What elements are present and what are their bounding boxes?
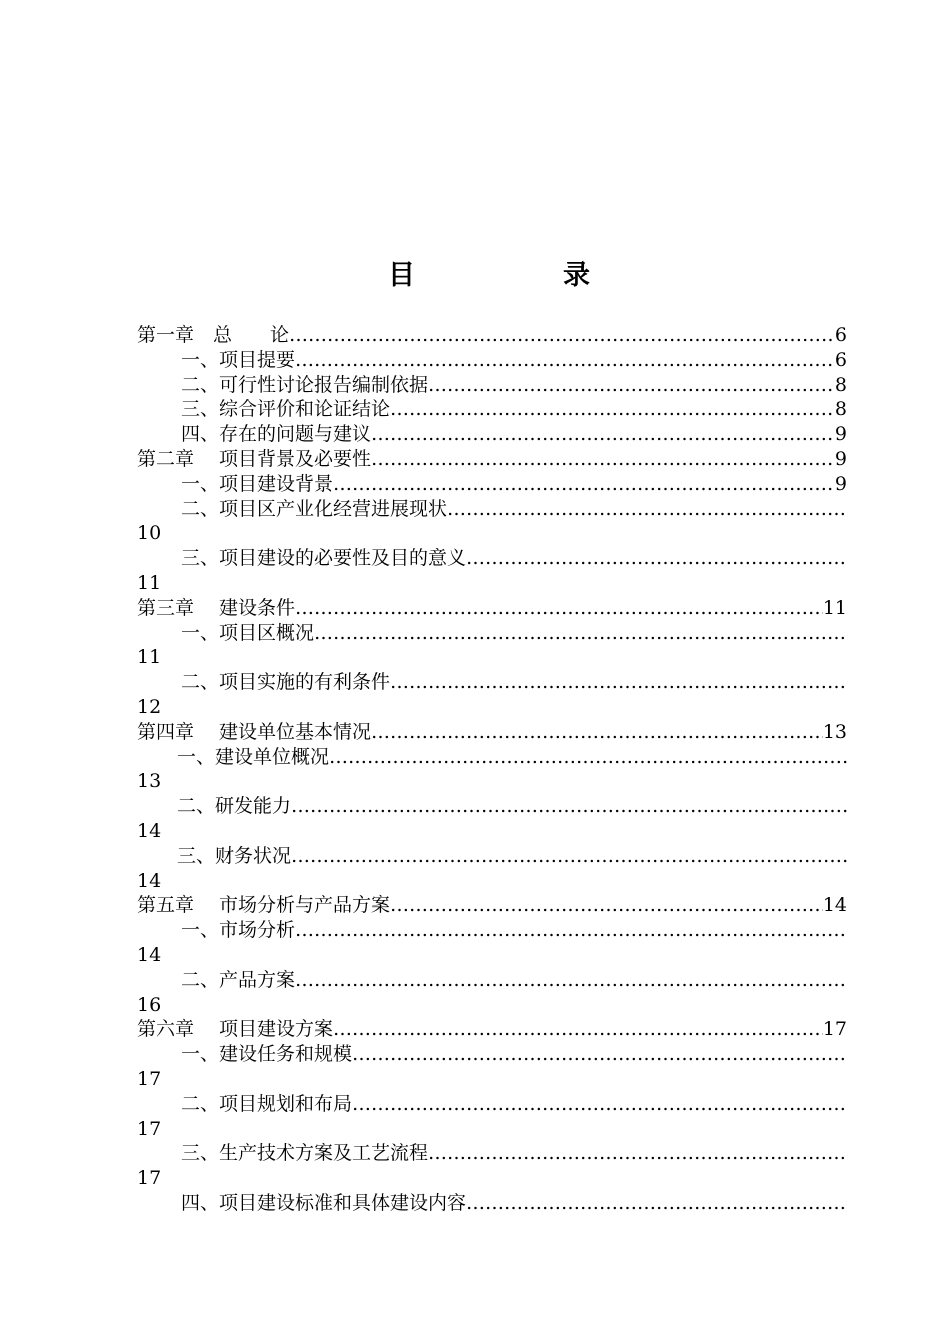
toc-leader-dots <box>333 1017 823 1042</box>
toc-section-1-4[interactable] <box>137 422 847 447</box>
toc-leader-dots <box>390 670 847 695</box>
toc-entry-label: 二、产品方案 <box>181 968 296 991</box>
toc-section-6-4[interactable] <box>137 1191 847 1216</box>
toc-leader-dots <box>291 844 847 869</box>
toc-chapter-5[interactable] <box>137 893 847 918</box>
toc-section-2-2[interactable] <box>137 497 847 522</box>
toc-leader-dots <box>371 720 823 745</box>
toc-section-3-2[interactable] <box>137 670 847 695</box>
toc-entry-label: 三、生产技术方案及工艺流程 <box>181 1142 429 1165</box>
toc-wrapped-page: 17 <box>137 1067 162 1090</box>
toc-entry-label: 二、可行性讨论报告编制依据 <box>181 373 429 396</box>
toc-section-1-1[interactable] <box>137 348 847 373</box>
table-of-contents <box>137 323 847 1216</box>
toc-leader-dots <box>466 546 847 571</box>
toc-leader-dots <box>333 472 835 497</box>
toc-section-6-2[interactable] <box>137 1092 847 1117</box>
toc-entry-label: 第二章 项目背景及必要性 <box>137 447 372 470</box>
toc-entry-label: 第五章 市场分析与产品方案 <box>137 894 391 917</box>
toc-wrapped-page: 14 <box>137 819 162 842</box>
toc-entry-label: 第六章 项目建设方案 <box>137 1018 334 1041</box>
toc-wrapped-page: 14 <box>137 869 162 892</box>
toc-chapter-2[interactable] <box>137 447 847 472</box>
toc-section-6-3[interactable] <box>137 1141 847 1166</box>
page-title <box>0 256 950 296</box>
toc-entry-label: 一、建设单位概况 <box>177 745 330 768</box>
toc-entry-page: 13 <box>822 720 847 743</box>
toc-entry-label: 二、项目实施的有利条件 <box>181 671 391 694</box>
toc-leader-dots <box>352 1092 847 1117</box>
toc-section-6-1[interactable] <box>137 1042 847 1067</box>
toc-leader-dots <box>428 373 835 398</box>
toc-entry-label: 三、综合评价和论证结论 <box>181 398 391 421</box>
toc-leader-dots <box>466 1191 847 1216</box>
toc-section-1-3[interactable] <box>137 397 847 422</box>
toc-leader-dots <box>371 422 835 447</box>
toc-entry-label: 二、研发能力 <box>177 795 292 818</box>
toc-entry-label: 三、项目建设的必要性及目的意义 <box>181 547 467 570</box>
toc-entry-page: 9 <box>834 423 847 446</box>
toc-leader-dots <box>371 447 835 472</box>
toc-leader-dots <box>295 596 823 621</box>
toc-leader-dots <box>390 893 823 918</box>
toc-section-3-1[interactable] <box>137 621 847 646</box>
toc-wrapped-page: 11 <box>137 571 162 594</box>
toc-entry-label: 四、存在的问题与建议 <box>181 423 372 446</box>
toc-entry-label: 一、项目建设背景 <box>181 472 334 495</box>
toc-section-2-3[interactable] <box>137 546 847 571</box>
toc-section-4-3[interactable] <box>137 844 847 869</box>
toc-entry-page: 6 <box>834 348 847 371</box>
toc-entry-page: 9 <box>834 447 847 470</box>
toc-wrapped-page: 12 <box>137 695 162 718</box>
toc-leader-dots <box>329 745 847 770</box>
toc-wrapped-page: 13 <box>137 770 162 793</box>
toc-leader-dots <box>390 397 835 422</box>
toc-section-4-2[interactable] <box>137 794 847 819</box>
toc-entry-label: 三、财务状况 <box>177 844 292 867</box>
toc-chapter-3[interactable] <box>137 596 847 621</box>
toc-chapter-6[interactable] <box>137 1017 847 1042</box>
toc-wrapped-page: 16 <box>137 993 162 1016</box>
toc-entry-label: 一、项目提要 <box>181 348 296 371</box>
toc-leader-dots <box>291 794 847 819</box>
toc-entry-label: 二、项目规划和布局 <box>181 1092 353 1115</box>
toc-leader-dots <box>295 918 847 943</box>
toc-wrapped-page: 14 <box>137 943 162 966</box>
toc-entry-page: 8 <box>834 398 847 421</box>
toc-section-1-2[interactable] <box>137 373 847 398</box>
toc-entry-page: 17 <box>822 1018 847 1041</box>
toc-chapter-4[interactable] <box>137 720 847 745</box>
toc-wrapped-page: 10 <box>137 522 162 545</box>
toc-wrapped-page: 11 <box>137 646 162 669</box>
toc-leader-dots <box>289 323 835 348</box>
toc-chapter-1[interactable] <box>137 323 847 348</box>
toc-entry-label: 一、市场分析 <box>181 919 296 942</box>
toc-leader-dots <box>314 621 847 646</box>
toc-entry-page: 6 <box>834 324 847 346</box>
toc-leader-dots <box>428 1141 847 1166</box>
toc-section-2-1[interactable] <box>137 472 847 497</box>
toc-entry-page: 8 <box>834 373 847 396</box>
toc-entry-label: 一、建设任务和规模 <box>181 1043 353 1066</box>
title-char-1: 目 <box>388 260 415 291</box>
toc-entry-label: 一、项目区概况 <box>181 621 315 644</box>
toc-entry-label: 四、项目建设标准和具体建设内容 <box>181 1191 467 1214</box>
toc-entry-page: 9 <box>834 472 847 495</box>
toc-leader-dots <box>447 497 847 522</box>
toc-entry-page: 11 <box>822 596 847 619</box>
title-char-2: 录 <box>563 260 590 291</box>
toc-entry-label: 第一章 总 论 <box>137 324 290 346</box>
toc-entry-label: 二、项目区产业化经营进展现状 <box>181 497 448 520</box>
toc-entry-page: 14 <box>822 894 847 917</box>
toc-wrapped-page: 17 <box>137 1117 162 1140</box>
toc-entry-label: 第三章 建设条件 <box>137 596 296 619</box>
toc-leader-dots <box>352 1042 847 1067</box>
toc-leader-dots <box>295 348 835 373</box>
toc-entry-label: 第四章 建设单位基本情况 <box>137 720 372 743</box>
toc-section-5-1[interactable] <box>137 918 847 943</box>
toc-section-5-2[interactable] <box>137 968 847 993</box>
toc-wrapped-page: 17 <box>137 1167 162 1190</box>
toc-leader-dots <box>295 968 847 993</box>
toc-section-4-1[interactable] <box>137 745 847 770</box>
